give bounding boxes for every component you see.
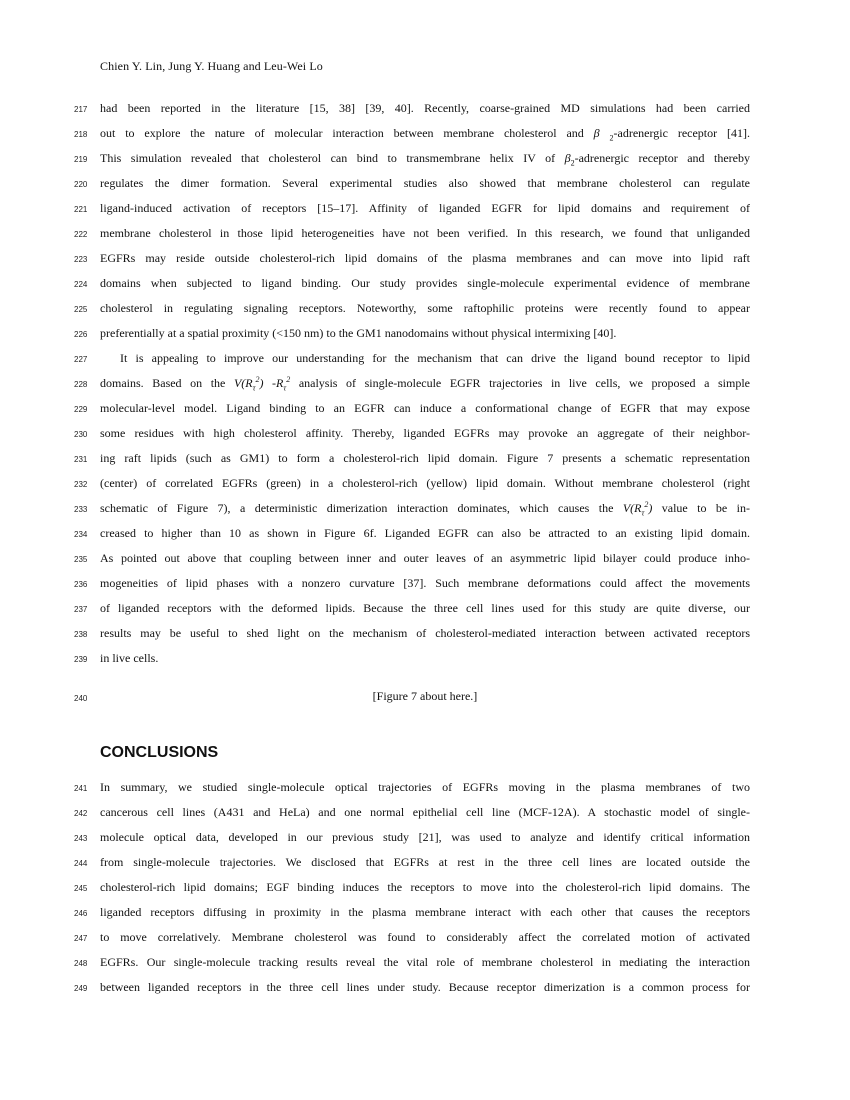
line-number: 230 (74, 430, 88, 439)
text-line (74, 601, 750, 615)
text-line (74, 426, 750, 440)
text-line (74, 930, 750, 944)
line-text: between liganded receptors in the three cell lines under study. Because receptor dimerization is a common process for (100, 980, 750, 994)
text-line (74, 101, 750, 115)
line-text: ing raft lipids (such as GM1) to form a cholesterol-rich lipid domain. Figure 7 presents a schematic representation (100, 451, 750, 465)
line-text: cholesterol-rich lipid domains; EGF binding induces the receptors to move into the cholesterol-rich lipid domains. The (100, 880, 750, 894)
line-text: As pointed out above that coupling between inner and outer leaves of an asymmetric lipid bilayer could produce inho- (100, 551, 750, 565)
text-line (74, 251, 750, 265)
line-number: 233 (74, 505, 88, 514)
text-run: schematic of Figure 7), a deterministic dimerization interaction dominates, which causes the (100, 501, 623, 515)
text-line (74, 955, 750, 969)
text-line (74, 651, 750, 665)
line-text (100, 500, 750, 518)
line-text: creased to higher than 10 as shown in Figure 6f. Liganded EGFR can also be attracted to an existing lipid domain. (100, 526, 750, 540)
text-line (74, 626, 750, 640)
running-head: Chien Y. Lin, Jung Y. Huang and Leu-Wei Lo (100, 59, 323, 73)
text-line (74, 276, 750, 290)
line-text (100, 126, 750, 143)
text-run: -adrenergic receptor [41]. (613, 126, 750, 140)
line-text: ligand-induced activation of receptors [15–17]. Affinity of liganded EGFR for lipid domains and requirement of (100, 201, 750, 215)
line-number: 234 (74, 530, 88, 539)
line-text: from single-molecule trajectories. We disclosed that EGFRs at rest in the three cell lines are located outside the (100, 855, 750, 869)
text-run: -adrenergic receptor and thereby (574, 151, 750, 165)
line-number: 231 (74, 455, 88, 464)
line-number: 219 (74, 155, 88, 164)
line-text: cancerous cell lines (A431 and HeLa) and one normal epithelial cell line (MCF-12A). A stochastic model of single- (100, 805, 750, 819)
text-line (74, 326, 750, 340)
text-line (74, 805, 750, 819)
line-text: molecular-level model. Ligand binding to an EGFR can induce a conformational change of EGFR that may expose (100, 401, 750, 415)
text-line (74, 526, 750, 540)
line-text: in live cells. (100, 651, 159, 665)
text-line (74, 451, 750, 465)
line-number: 248 (74, 959, 88, 968)
line-number: 240 (74, 694, 88, 703)
line-number: 221 (74, 205, 88, 214)
line-text: regulates the dimer formation. Several experimental studies also showed that membrane cholesterol can regulate (100, 176, 750, 190)
figure-placeholder-text: [Figure 7 about here.] (372, 689, 478, 703)
text-line (74, 476, 750, 490)
text-line (74, 301, 750, 315)
math-subscript: 2 (609, 133, 614, 143)
line-text: results may be useful to shed light on the mechanism of cholesterol-mediated interaction between activated receptors (100, 626, 750, 640)
line-number: 227 (74, 355, 88, 364)
line-number: 245 (74, 884, 88, 893)
line-text: mogeneities of lipid phases with a nonzero curvature [37]. Such membrane deformations could affect the movements (100, 576, 750, 590)
line-number: 218 (74, 130, 88, 139)
text-line (74, 980, 750, 994)
line-text: membrane cholesterol in those lipid heterogeneities have not been verified. In this research, we found that unliganded (100, 226, 750, 240)
line-number: 241 (74, 784, 88, 793)
math-subscript: 2 (570, 158, 575, 168)
line-number: 236 (74, 580, 88, 589)
line-number: 220 (74, 180, 88, 189)
line-text: liganded receptors diffusing in proximity in the plasma membrane interact with each other that causes the receptors (100, 905, 750, 919)
line-number: 242 (74, 809, 88, 818)
text-line (74, 226, 750, 240)
text-line (74, 375, 750, 393)
text-run: out to explore the nature of molecular interaction between membrane cholesterol and (100, 126, 594, 140)
math-expression: $V(R_\tau^2)$ $-R_\tau^2$ (233, 375, 291, 393)
line-text: cholesterol in regulating signaling receptors. Noteworthy, some raftophilic proteins were recently found to appear (100, 301, 750, 315)
line-number: 225 (74, 305, 88, 314)
line-number: 226 (74, 330, 88, 339)
line-text: domains when subjected to ligand binding. Our study provides single-molecule experimental evidence of membrane (100, 276, 750, 290)
line-number: 239 (74, 655, 88, 664)
line-text: EGFRs. Our single-molecule tracking results reveal the vital role of membrane cholesterol in mediating the interaction (100, 955, 750, 969)
line-text: some residues with high cholesterol affinity. Thereby, liganded EGFRs may provoke an aggregate of their neighbor- (100, 426, 750, 440)
line-text: EGFRs may reside outside cholesterol-rich lipid domains of the plasma membranes and can move into lipid raft (100, 251, 750, 265)
line-text: had been reported in the literature [15, 38] [39, 40]. Recently, coarse-grained MD simulations had been carried (100, 101, 750, 115)
line-text (100, 375, 750, 393)
line-number: 222 (74, 230, 88, 239)
line-number: 223 (74, 255, 88, 264)
line-text: In summary, we studied single-molecule optical trajectories of EGFRs moving in the plasma membranes of two (100, 780, 750, 794)
text-line (74, 500, 750, 518)
line-text: (center) of correlated EGFRs (green) in a cholesterol-rich (yellow) lipid domain. Without membrane cholesterol (right (100, 476, 750, 490)
text-line (74, 201, 750, 215)
line-number: 243 (74, 834, 88, 843)
line-number: 246 (74, 909, 88, 918)
line-text: to move correlatively. Membrane cholesterol was found to considerably affect the correlated motion of activated (100, 930, 750, 944)
text-line (74, 551, 750, 565)
section-heading: CONCLUSIONS (100, 744, 219, 761)
line-number: 217 (74, 105, 88, 114)
text-run: domains. Based on the (100, 376, 234, 390)
text-line (74, 880, 750, 894)
line-number: 229 (74, 405, 88, 414)
line-number: 249 (74, 984, 88, 993)
line-number: 224 (74, 280, 88, 289)
line-text: molecule optical data, developed in our previous study [21], was used to analyze and identify critical information (100, 830, 750, 844)
text-line (74, 780, 750, 794)
text-line (74, 401, 750, 415)
math-expression: $V(R_\tau^2)$ (622, 500, 653, 518)
line-number: 232 (74, 480, 88, 489)
text-line (74, 176, 750, 190)
text-line (74, 151, 750, 168)
math-beta: β (593, 126, 600, 140)
text-line (74, 351, 750, 365)
line-text: preferentially at a spatial proximity (<150 nm) to the GM1 nanodomains without physical intermixing [40]. (100, 326, 617, 340)
math-beta: β (564, 151, 571, 165)
text-line (74, 830, 750, 844)
text-run: This simulation revealed that cholesterol can bind to transmembrane helix IV of (100, 151, 565, 165)
line-number: 228 (74, 380, 88, 389)
text-line (74, 905, 750, 919)
text-line (74, 855, 750, 869)
line-number: 238 (74, 630, 88, 639)
line-text (100, 151, 750, 168)
line-number: 237 (74, 605, 88, 614)
line-text: It is appealing to improve our understanding for the mechanism that can drive the ligand bound receptor to lipid (120, 351, 750, 365)
text-run: analysis of single-molecule EGFR trajectories in live cells, we proposed a simple (290, 376, 750, 390)
text-line (74, 576, 750, 590)
line-number: 235 (74, 555, 88, 564)
line-text: of liganded receptors with the deformed lipids. Because the three cell lines used for this study are quite diverse, our (100, 601, 750, 615)
line-number: 244 (74, 859, 88, 868)
text-line (74, 126, 750, 143)
line-number: 247 (74, 934, 88, 943)
figure-placeholder (74, 689, 750, 703)
text-run: value to be in- (652, 501, 750, 515)
